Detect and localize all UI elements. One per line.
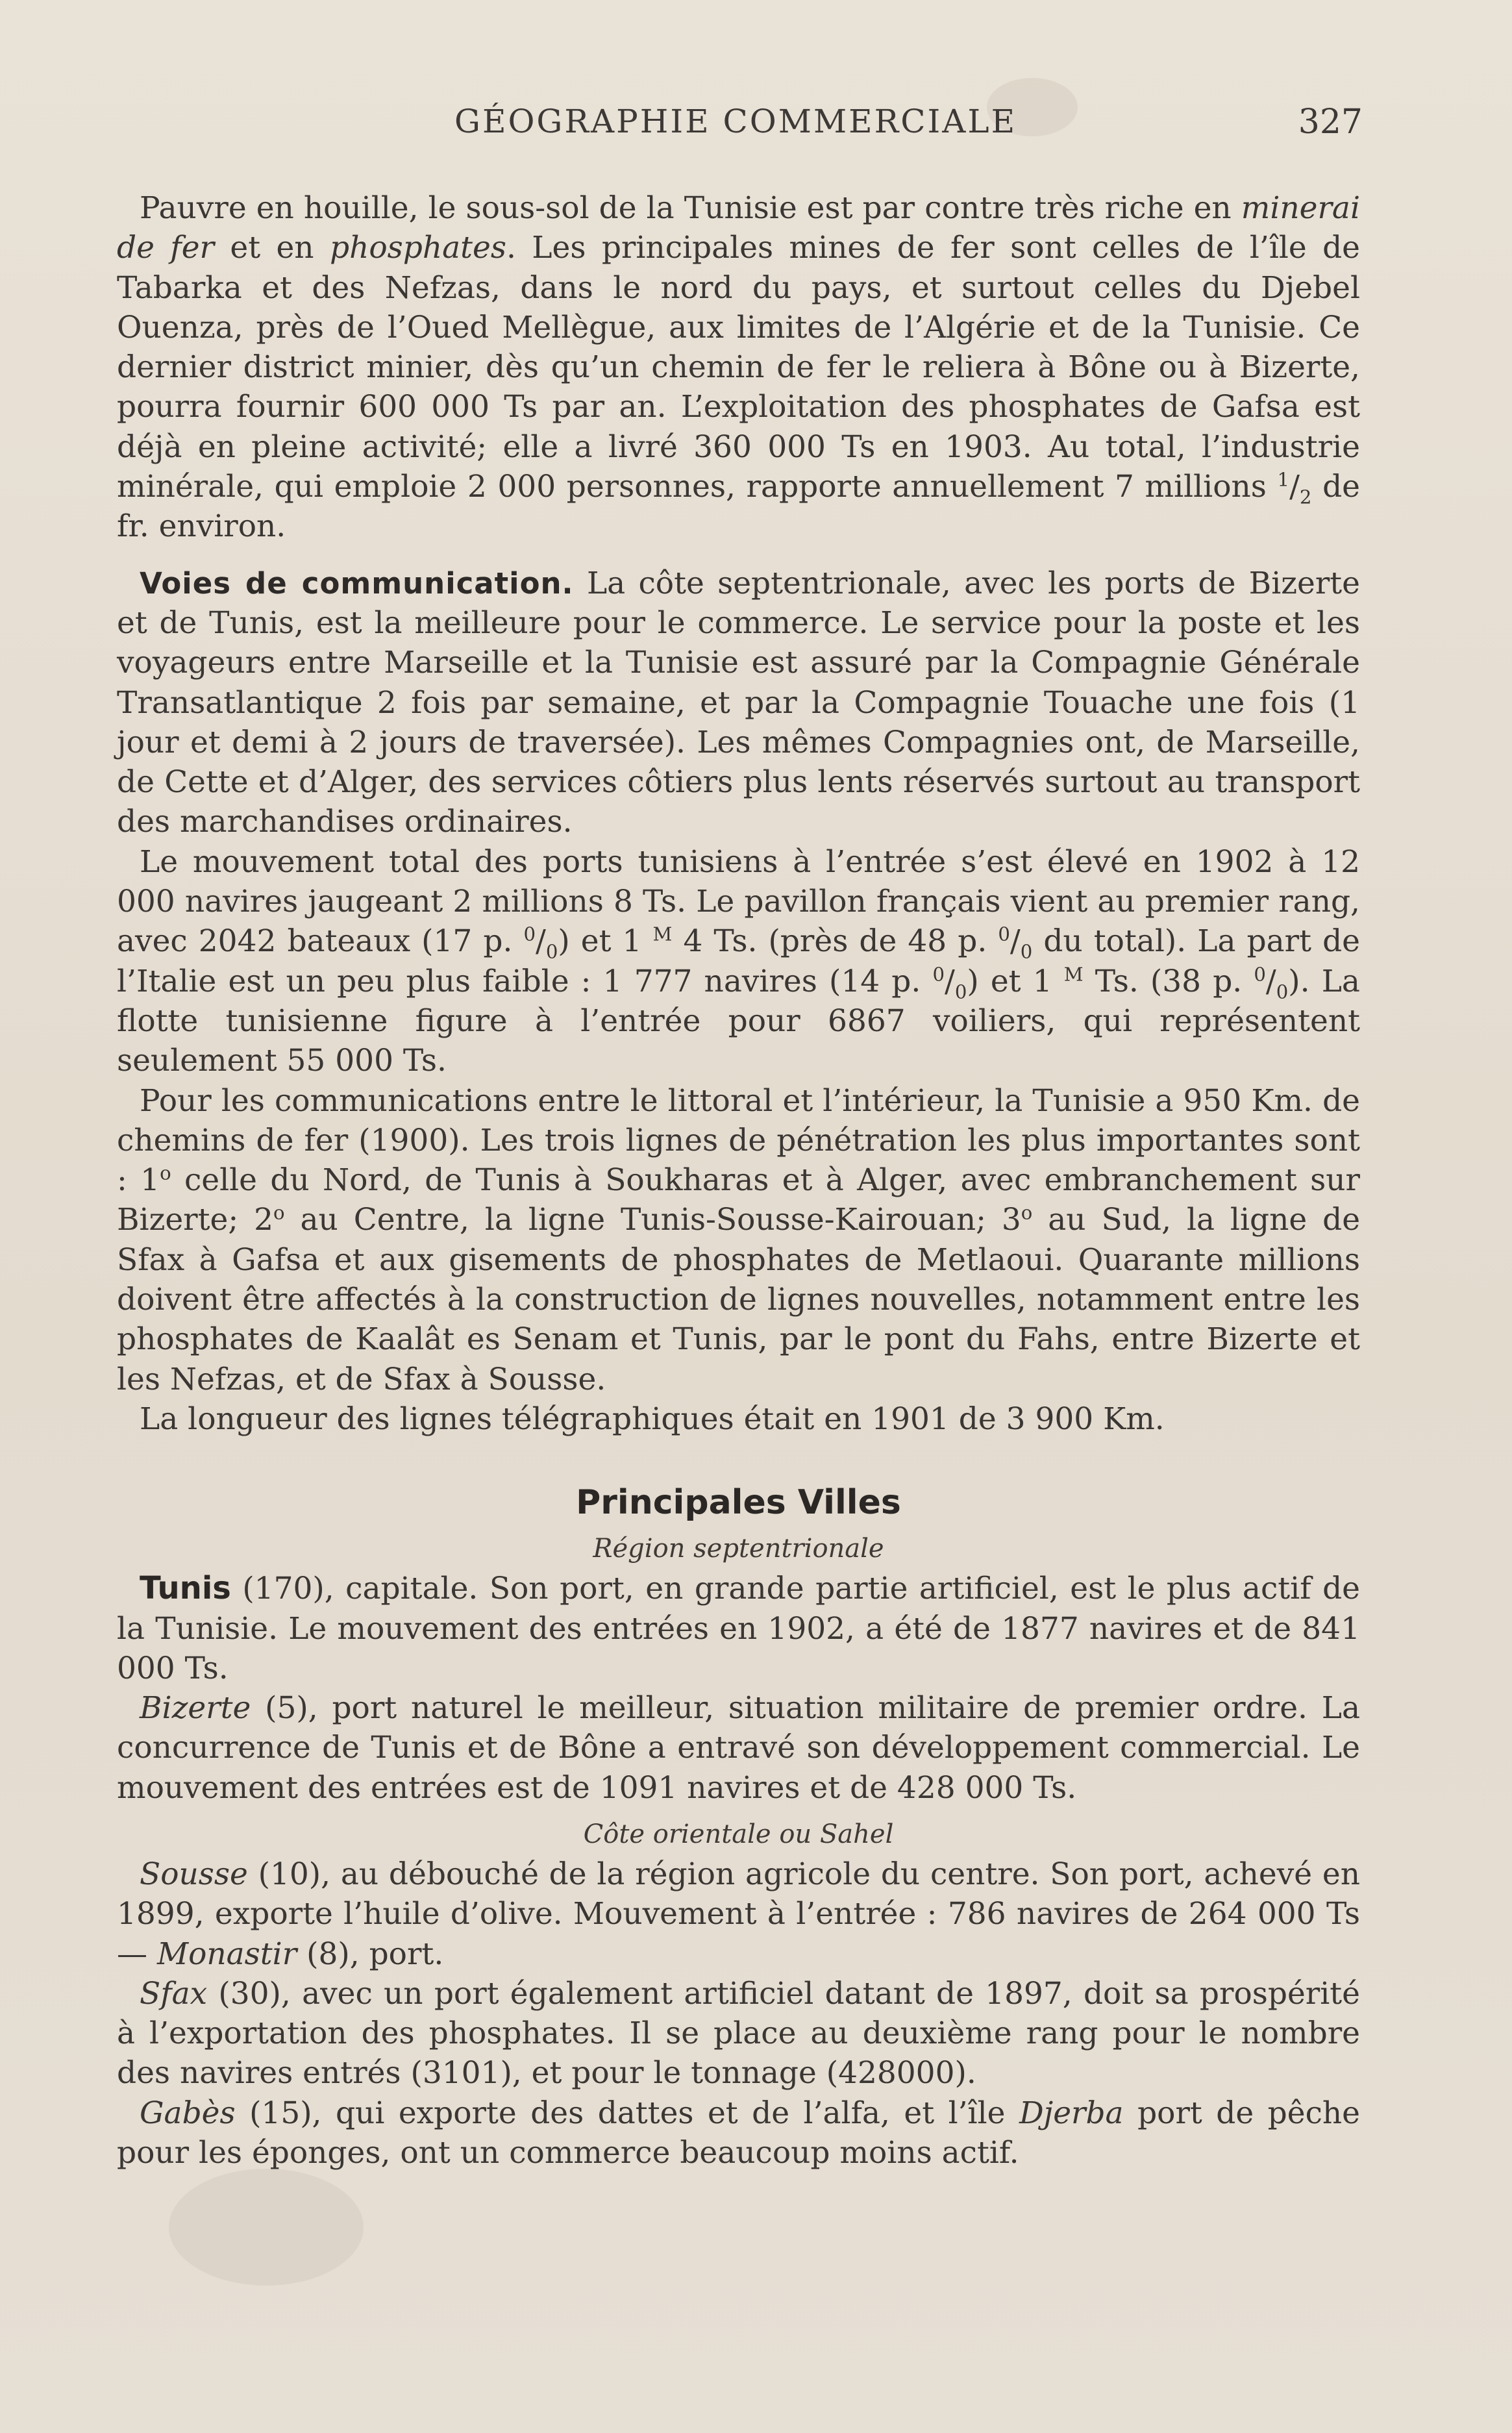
subheading-cote-orientale: Côte orientale ou Sahel	[583, 1819, 894, 1849]
page-body	[117, 188, 1360, 2173]
city-name-bizerte: Bizerte	[140, 1690, 251, 1727]
entry-gabes: Gabès (15), qui exporte des dattes et de l’alfa, et l’île Djerba port de pêche pour les éponges, ont un commerce beaucoup moins actif.	[117, 2095, 1360, 2171]
city-name-sousse: Sousse	[140, 1856, 248, 1892]
city-name-tunis: Tunis	[140, 1570, 231, 1607]
term-minerai: minerai de fer	[117, 190, 1360, 266]
paragraph-mouvement: Le mouvement total des ports tunisiens à l’entrée s’est élevé en 1902 à 12 000 navires jaugeant 2 millions 8 Ts. Le pavillon français vient au premier rang, avec 2042 bateaux (17 p. $^0/_0$) et 1 $^M$ 4 Ts. (près de 48 p. $^0/_0$ du total). La part de l’Italie est un peu plus faible : 1 777 navires (14 p. $^0/_0$) et 1 $^M$ Ts. (38 p. $^0/_0$). La flotte tunisienne figure à l’entrée pour 6867 voiliers, qui représentent seulement 55 000 Ts.	[117, 843, 1360, 1079]
entry-tunis: Tunis (170), capitale. Son port, en grande partie artificiel, est le plus actif de la Tunisie. Le mouvement des entrées en 1902, a été de 1877 navires et de 841 000 Ts.	[117, 1570, 1360, 1686]
entry-bizerte: Bizerte (5), port naturel le meilleur, situation militaire de premier ordre. La concurrence de Tunis et de Bône a entravé son développement commercial. Le mouvement des entrées est de 1091 navires et de 428 000 Ts.	[117, 1690, 1360, 1806]
paragraph-voies: Voies de communication. La côte septentrionale, avec les ports de Bizerte et de Tunis, est la meilleure pour le commerce. Le service pour la poste et les voyageurs entre Marseille et la Tunisie est assuré par la Compagnie Générale Transatlantique 2 fois par semaine, et par la Compagnie Touache une fois (1 jour et demi à 2 jours de traversée). Les mêmes Compagnies ont, de Marseille, de Cette et d’Alger, des services côtiers plus lents réservés surtout au transport des marchandises ordinaires.	[117, 565, 1360, 840]
fraction-numerator: 1	[1277, 468, 1290, 491]
entry-sousse: Sousse (10), au débouché de la région agricole du centre. Son port, achevé en 1899, exporte l’huile d’olive. Mouvement à l’entrée : 786 navires de 264 000 Ts — Monastir (8), port.	[117, 1856, 1360, 1972]
paragraph-mines: Pauvre en houille, le sous-sol de la Tunisie est par contre très riche en minerai de fer et en phosphates. Les principales mines de fer sont celles de l’île de Tabarka et des Nefzas, dans le nord du pays, et surtout celles du Djebel Ouenza, près de l’Oued Mellègue, aux limites de l’Algérie et de la Tunisie. Ce dernier district minier, dès qu’un chemin de fer le reliera à Bône ou à Bizerte, pourra fournir 600 000 Ts par an. L’exploitation des phosphates de Gafsa est déjà en pleine activité; elle a livré 360 000 Ts en 1903. Au total, l’industrie minérale, qui emploie 2 000 personnes, rapporte annuellement 7 millions $^1/_2$ de fr. environ.	[117, 190, 1360, 545]
page-header	[454, 103, 1363, 148]
city-name-monastir: Monastir	[156, 1936, 297, 1972]
page-number: 327	[1298, 103, 1363, 142]
entry-sfax: Sfax (30), avec un port également artificiel datant de 1897, doit sa prospérité à l’exportation des phosphates. Il se place au deuxième rang pour le nombre des navires entrés (3101), et pour le tonnage (428000).	[117, 1975, 1360, 2091]
city-name-gabes: Gabès	[140, 2095, 236, 2131]
city-name-sfax: Sfax	[140, 1975, 208, 2012]
city-name-djerba: Djerba	[1019, 2095, 1124, 2131]
paragraph-chemins-de-fer: Pour les communications entre le littoral et l’intérieur, la Tunisie a 950 Km. de chemins de fer (1900). Les trois lignes de pénétration les plus importantes sont : 1$^o$ celle du Nord, de Tunis à Soukharas et à Alger, avec embranchement sur Bizerte; 2$^o$ au Centre, la ligne Tunis-Sousse-Kairouan; 3$^o$ au Sud, la ligne de Sfax à Gafsa et aux gisements de phosphates de Metlaoui. Quarante millions doivent être affectés à la construction de lignes nouvelles, notamment entre les phosphates de Kaalât es Senam et Tunis, par le pont du Fahs, entre Bizerte et les Nefzas, et de Sfax à Sousse.	[117, 1082, 1361, 1397]
term-phosphates: phosphates	[329, 230, 506, 266]
paragraph-telegraphe: La longueur des lignes télégraphiques était en 1901 de 3 900 Km.	[140, 1401, 1165, 1437]
fraction-denominator: 2	[1299, 486, 1312, 508]
paper-stain	[169, 2169, 364, 2286]
section-heading-villes: Principales Villes	[576, 1483, 901, 1523]
section-title-voies: Voies de communication.	[140, 566, 574, 601]
subheading-region-septentrionale: Région septentrionale	[593, 1534, 884, 1564]
running-title: GÉOGRAPHIE COMMERCIALE	[454, 103, 1017, 140]
